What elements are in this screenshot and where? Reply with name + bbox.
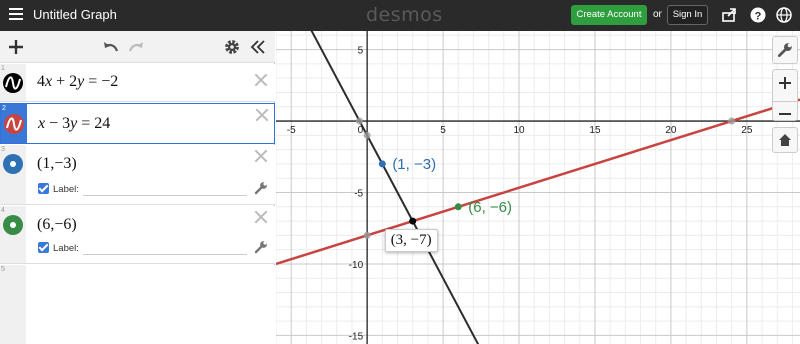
- y-tick-label: -10: [348, 259, 364, 271]
- point-icon[interactable]: [3, 215, 23, 235]
- expression-index: 1: [1, 65, 5, 72]
- expression-row[interactable]: [0, 206, 275, 264]
- home-button[interactable]: [772, 127, 798, 153]
- graph-canvas[interactable]: [276, 31, 800, 344]
- point-label: (6, −6): [468, 198, 513, 216]
- expression-gutter: [0, 145, 26, 204]
- svg-text:?: ?: [754, 10, 762, 23]
- graph-title[interactable]: Untitled Graph: [33, 7, 117, 22]
- expression-gutter: [0, 64, 26, 101]
- y-tick-label: -5: [354, 188, 364, 200]
- redo-icon[interactable]: [126, 37, 146, 57]
- point-icon[interactable]: [3, 154, 23, 174]
- wrench-icon[interactable]: [254, 181, 268, 195]
- intersection-tooltip: (3, −7): [385, 229, 438, 252]
- expression-index: 5: [1, 266, 5, 273]
- wrench-icon[interactable]: [254, 240, 268, 254]
- expression-index: 3: [1, 146, 5, 153]
- add-icon[interactable]: [6, 37, 26, 57]
- label-input[interactable]: [83, 184, 247, 196]
- graph-point: [379, 160, 386, 167]
- menu-icon[interactable]: [9, 8, 23, 20]
- intercept-point: [356, 118, 363, 125]
- graph-point: [455, 203, 462, 210]
- home-icon: [778, 133, 792, 147]
- expression-latex[interactable]: (6,−6): [37, 216, 77, 233]
- share-icon[interactable]: [721, 7, 737, 23]
- expression-index: 2: [2, 105, 6, 112]
- expression-gutter: [0, 206, 26, 263]
- expression-gutter: [0, 265, 26, 344]
- minor-gridlines: [276, 31, 800, 344]
- line-x-minus-3y: [276, 100, 800, 264]
- expression-index: 4: [1, 207, 5, 214]
- tick-labels: [287, 46, 753, 343]
- label-text: Label:: [53, 184, 79, 195]
- intercept-point: [364, 132, 371, 139]
- desmos-logo: desmos: [366, 4, 443, 26]
- expression-gutter: [1, 104, 27, 143]
- y-tick-label: 5: [357, 45, 364, 57]
- x-tick-label: 10: [513, 125, 525, 137]
- sign-in-button[interactable]: Sign In: [667, 5, 708, 25]
- zoom-controls: [772, 69, 798, 121]
- point-label: (1, −3): [392, 155, 437, 173]
- create-account-button[interactable]: Create Account: [571, 5, 647, 25]
- expression-row[interactable]: [0, 64, 275, 102]
- x-tick-label: 15: [589, 125, 601, 137]
- expression-toolbar: [0, 31, 275, 63]
- intercept-point: [364, 232, 371, 239]
- label-input[interactable]: [83, 243, 247, 255]
- undo-icon[interactable]: [101, 37, 121, 57]
- or-text: or: [653, 9, 662, 20]
- expression-row[interactable]: [0, 145, 275, 205]
- language-icon[interactable]: [776, 7, 792, 23]
- settings-icon[interactable]: [222, 37, 242, 57]
- expression-latex[interactable]: 4x + 2y = −2: [37, 73, 119, 90]
- graph-paper[interactable]: [276, 31, 800, 344]
- expression-latex[interactable]: (1,−3): [37, 155, 77, 172]
- label-checkbox[interactable]: [38, 242, 49, 253]
- delete-expression-icon[interactable]: [254, 73, 268, 87]
- expression-row-selected[interactable]: [0, 103, 275, 144]
- expression-row-empty[interactable]: [0, 265, 275, 344]
- graph-settings-button[interactable]: [772, 36, 798, 64]
- zoom-in-icon[interactable]: [773, 76, 797, 102]
- label-text: Label:: [53, 243, 79, 254]
- expression-latex[interactable]: x − 3y = 24: [38, 115, 111, 132]
- curve-icon[interactable]: [4, 114, 24, 134]
- delete-expression-icon[interactable]: [255, 108, 269, 122]
- x-tick-label: 25: [741, 125, 753, 137]
- delete-expression-icon[interactable]: [254, 149, 268, 163]
- label-checkbox[interactable]: [38, 183, 49, 194]
- x-tick-label: 0: [357, 125, 364, 137]
- collapse-icon[interactable]: [248, 37, 268, 57]
- top-bar: [0, 0, 800, 31]
- help-icon[interactable]: [750, 7, 766, 23]
- expression-panel: [0, 31, 275, 344]
- curve-icon[interactable]: [3, 73, 23, 93]
- graph-point: [409, 218, 416, 225]
- y-tick-label: -15: [348, 331, 364, 343]
- x-tick-label: 20: [665, 125, 677, 137]
- x-tick-label: -5: [286, 125, 296, 137]
- x-tick-label: 5: [440, 125, 446, 137]
- delete-expression-icon[interactable]: [254, 210, 268, 224]
- intercept-point: [728, 118, 735, 125]
